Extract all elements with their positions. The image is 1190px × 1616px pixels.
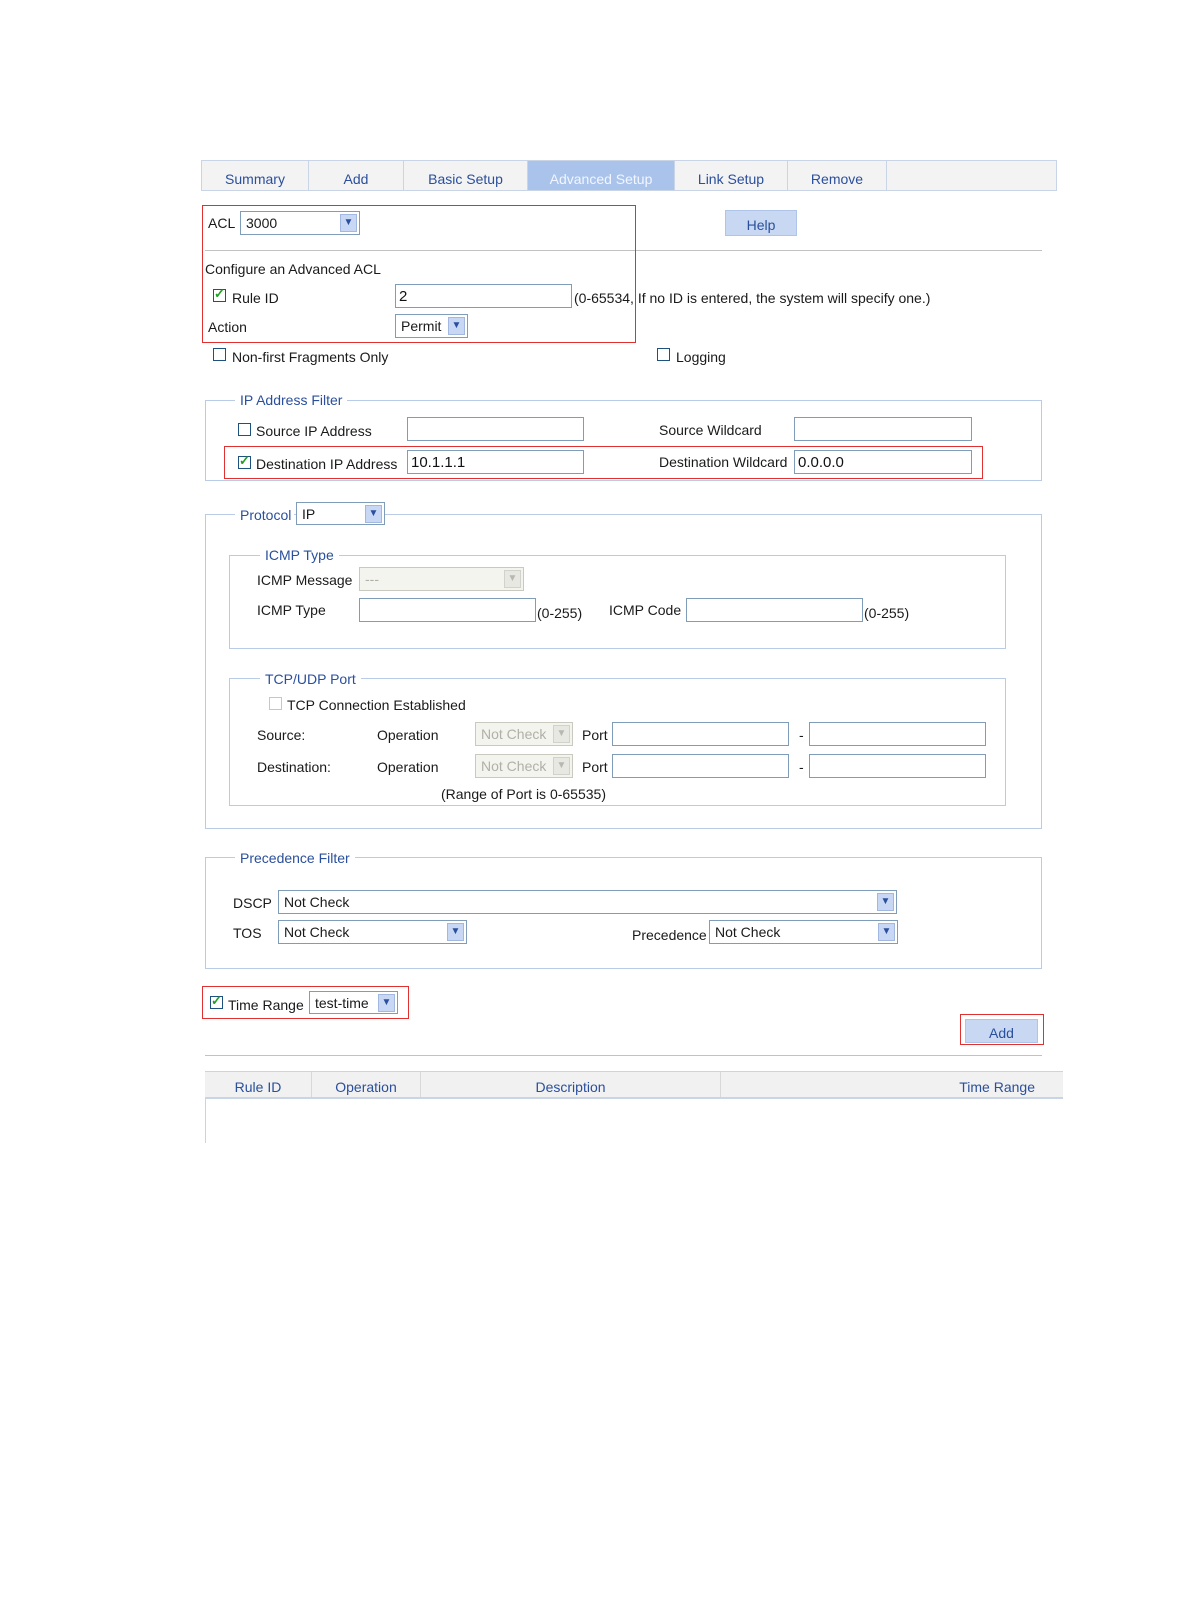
tcp-established-checkbox[interactable] (269, 697, 282, 710)
icmp-type-label: ICMP Type (257, 602, 326, 618)
column-description[interactable]: Description (421, 1072, 721, 1097)
destination-wildcard-label: Destination Wildcard (659, 454, 788, 470)
action-select[interactable] (395, 314, 468, 338)
source-port-end-input[interactable] (809, 722, 986, 746)
chevron-down-icon: ▼ (878, 923, 895, 941)
chevron-down-icon: ▼ (877, 893, 894, 911)
column-operation[interactable]: Operation (312, 1072, 421, 1097)
icmp-message-label: ICMP Message (257, 572, 353, 588)
destination-port-field-label: Port (582, 759, 608, 775)
chevron-down-icon: ▼ (340, 214, 357, 232)
tab-advanced-setup[interactable]: Advanced Setup (528, 161, 675, 190)
non-first-fragments-label: Non-first Fragments Only (232, 349, 389, 365)
destination-port-dash: - (799, 759, 804, 775)
source-wildcard-input[interactable] (794, 417, 972, 441)
protocol-legend: Protocol (235, 506, 294, 524)
chevron-down-icon: ▼ (553, 725, 570, 743)
source-ip-label: Source IP Address (256, 423, 372, 439)
precedence-value: Not Check (715, 924, 781, 940)
tab-add[interactable]: Add (309, 161, 404, 190)
source-port-label: Source: (257, 727, 306, 743)
chevron-down-icon: ▼ (448, 317, 465, 335)
destination-port-label: Destination: (257, 759, 331, 775)
rule-id-hint: (0-65534, If no ID is entered, the system will specify one.) (574, 290, 931, 306)
source-port-start-input[interactable] (612, 722, 789, 746)
source-wildcard-label: Source Wildcard (659, 422, 762, 438)
destination-port-end-input[interactable] (809, 754, 986, 778)
rules-table-header (205, 1071, 1063, 1099)
icmp-code-input[interactable] (686, 598, 863, 622)
source-ip-input[interactable] (407, 417, 584, 441)
tos-select[interactable] (278, 920, 467, 944)
time-range-select[interactable] (309, 991, 398, 1014)
source-operation-select[interactable] (475, 722, 573, 746)
destination-ip-label: Destination IP Address (256, 456, 398, 472)
non-first-fragments-checkbox[interactable] (213, 348, 226, 361)
tab-remove[interactable]: Remove (788, 161, 887, 190)
destination-port-start-input[interactable] (612, 754, 789, 778)
table-body-edge (205, 1099, 206, 1143)
chevron-down-icon: ▼ (378, 994, 395, 1012)
logging-checkbox[interactable] (657, 348, 670, 361)
dscp-value: Not Check (284, 894, 350, 910)
chevron-down-icon: ▼ (553, 757, 570, 775)
destination-operation-select[interactable] (475, 754, 573, 778)
precedence-label: Precedence (632, 927, 707, 943)
rule-id-input[interactable] (395, 284, 572, 308)
protocol-value: IP (302, 506, 316, 522)
chevron-down-icon: ▼ (365, 505, 382, 523)
tos-label: TOS (233, 925, 262, 941)
logging-label: Logging (676, 349, 726, 365)
column-rule-id[interactable]: Rule ID (205, 1072, 312, 1097)
tab-bar (201, 160, 1057, 191)
ip-address-filter-legend: IP Address Filter (235, 391, 347, 409)
help-button[interactable]: Help (725, 210, 797, 236)
acl-value: 3000 (246, 215, 278, 231)
acl-select[interactable] (240, 211, 360, 235)
icmp-type-input[interactable] (359, 598, 536, 622)
destination-wildcard-input[interactable] (794, 450, 972, 474)
icmp-type-legend: ICMP Type (260, 546, 339, 564)
icmp-type-range: (0-255) (537, 605, 583, 621)
protocol-select[interactable] (296, 502, 385, 525)
destination-ip-input[interactable] (407, 450, 584, 474)
destination-operation-label: Operation (377, 759, 439, 775)
action-value: Permit (401, 318, 442, 334)
dscp-label: DSCP (233, 895, 272, 911)
tab-basic-setup[interactable]: Basic Setup (404, 161, 528, 190)
rule-id-label: Rule ID (232, 290, 279, 306)
source-operation-value: Not Check (481, 726, 547, 742)
precedence-filter-legend: Precedence Filter (235, 849, 355, 867)
icmp-code-range: (0-255) (864, 605, 910, 621)
icmp-message-value: --- (365, 571, 379, 587)
chevron-down-icon: ▼ (504, 570, 521, 588)
divider (205, 1055, 1042, 1056)
icmp-code-label: ICMP Code (609, 602, 682, 618)
tab-link-setup[interactable]: Link Setup (675, 161, 788, 190)
time-range-checkbox[interactable] (210, 996, 223, 1009)
dscp-select[interactable] (278, 890, 897, 914)
acl-label: ACL (208, 215, 236, 231)
source-operation-label: Operation (377, 727, 439, 743)
configure-title: Configure an Advanced ACL (205, 261, 381, 277)
tcp-established-label: TCP Connection Established (287, 697, 466, 713)
tos-value: Not Check (284, 924, 350, 940)
column-time-range[interactable]: Time Range (959, 1079, 1035, 1095)
precedence-select[interactable] (709, 920, 898, 944)
icmp-message-select[interactable] (359, 567, 524, 591)
destination-operation-value: Not Check (481, 758, 547, 774)
source-port-field-label: Port (582, 727, 608, 743)
source-port-dash: - (799, 727, 804, 743)
port-range-note: (Range of Port is 0-65535) (441, 786, 606, 802)
destination-ip-checkbox[interactable] (238, 456, 251, 469)
source-ip-checkbox[interactable] (238, 423, 251, 436)
tcp-udp-port-legend: TCP/UDP Port (260, 670, 361, 688)
rule-id-checkbox[interactable] (213, 289, 226, 302)
time-range-value: test-time (315, 995, 369, 1011)
add-button[interactable]: Add (965, 1019, 1038, 1043)
action-label: Action (208, 319, 247, 335)
chevron-down-icon: ▼ (447, 923, 464, 941)
time-range-label: Time Range (228, 997, 304, 1013)
divider (205, 250, 1042, 251)
tab-summary[interactable]: Summary (202, 161, 309, 190)
